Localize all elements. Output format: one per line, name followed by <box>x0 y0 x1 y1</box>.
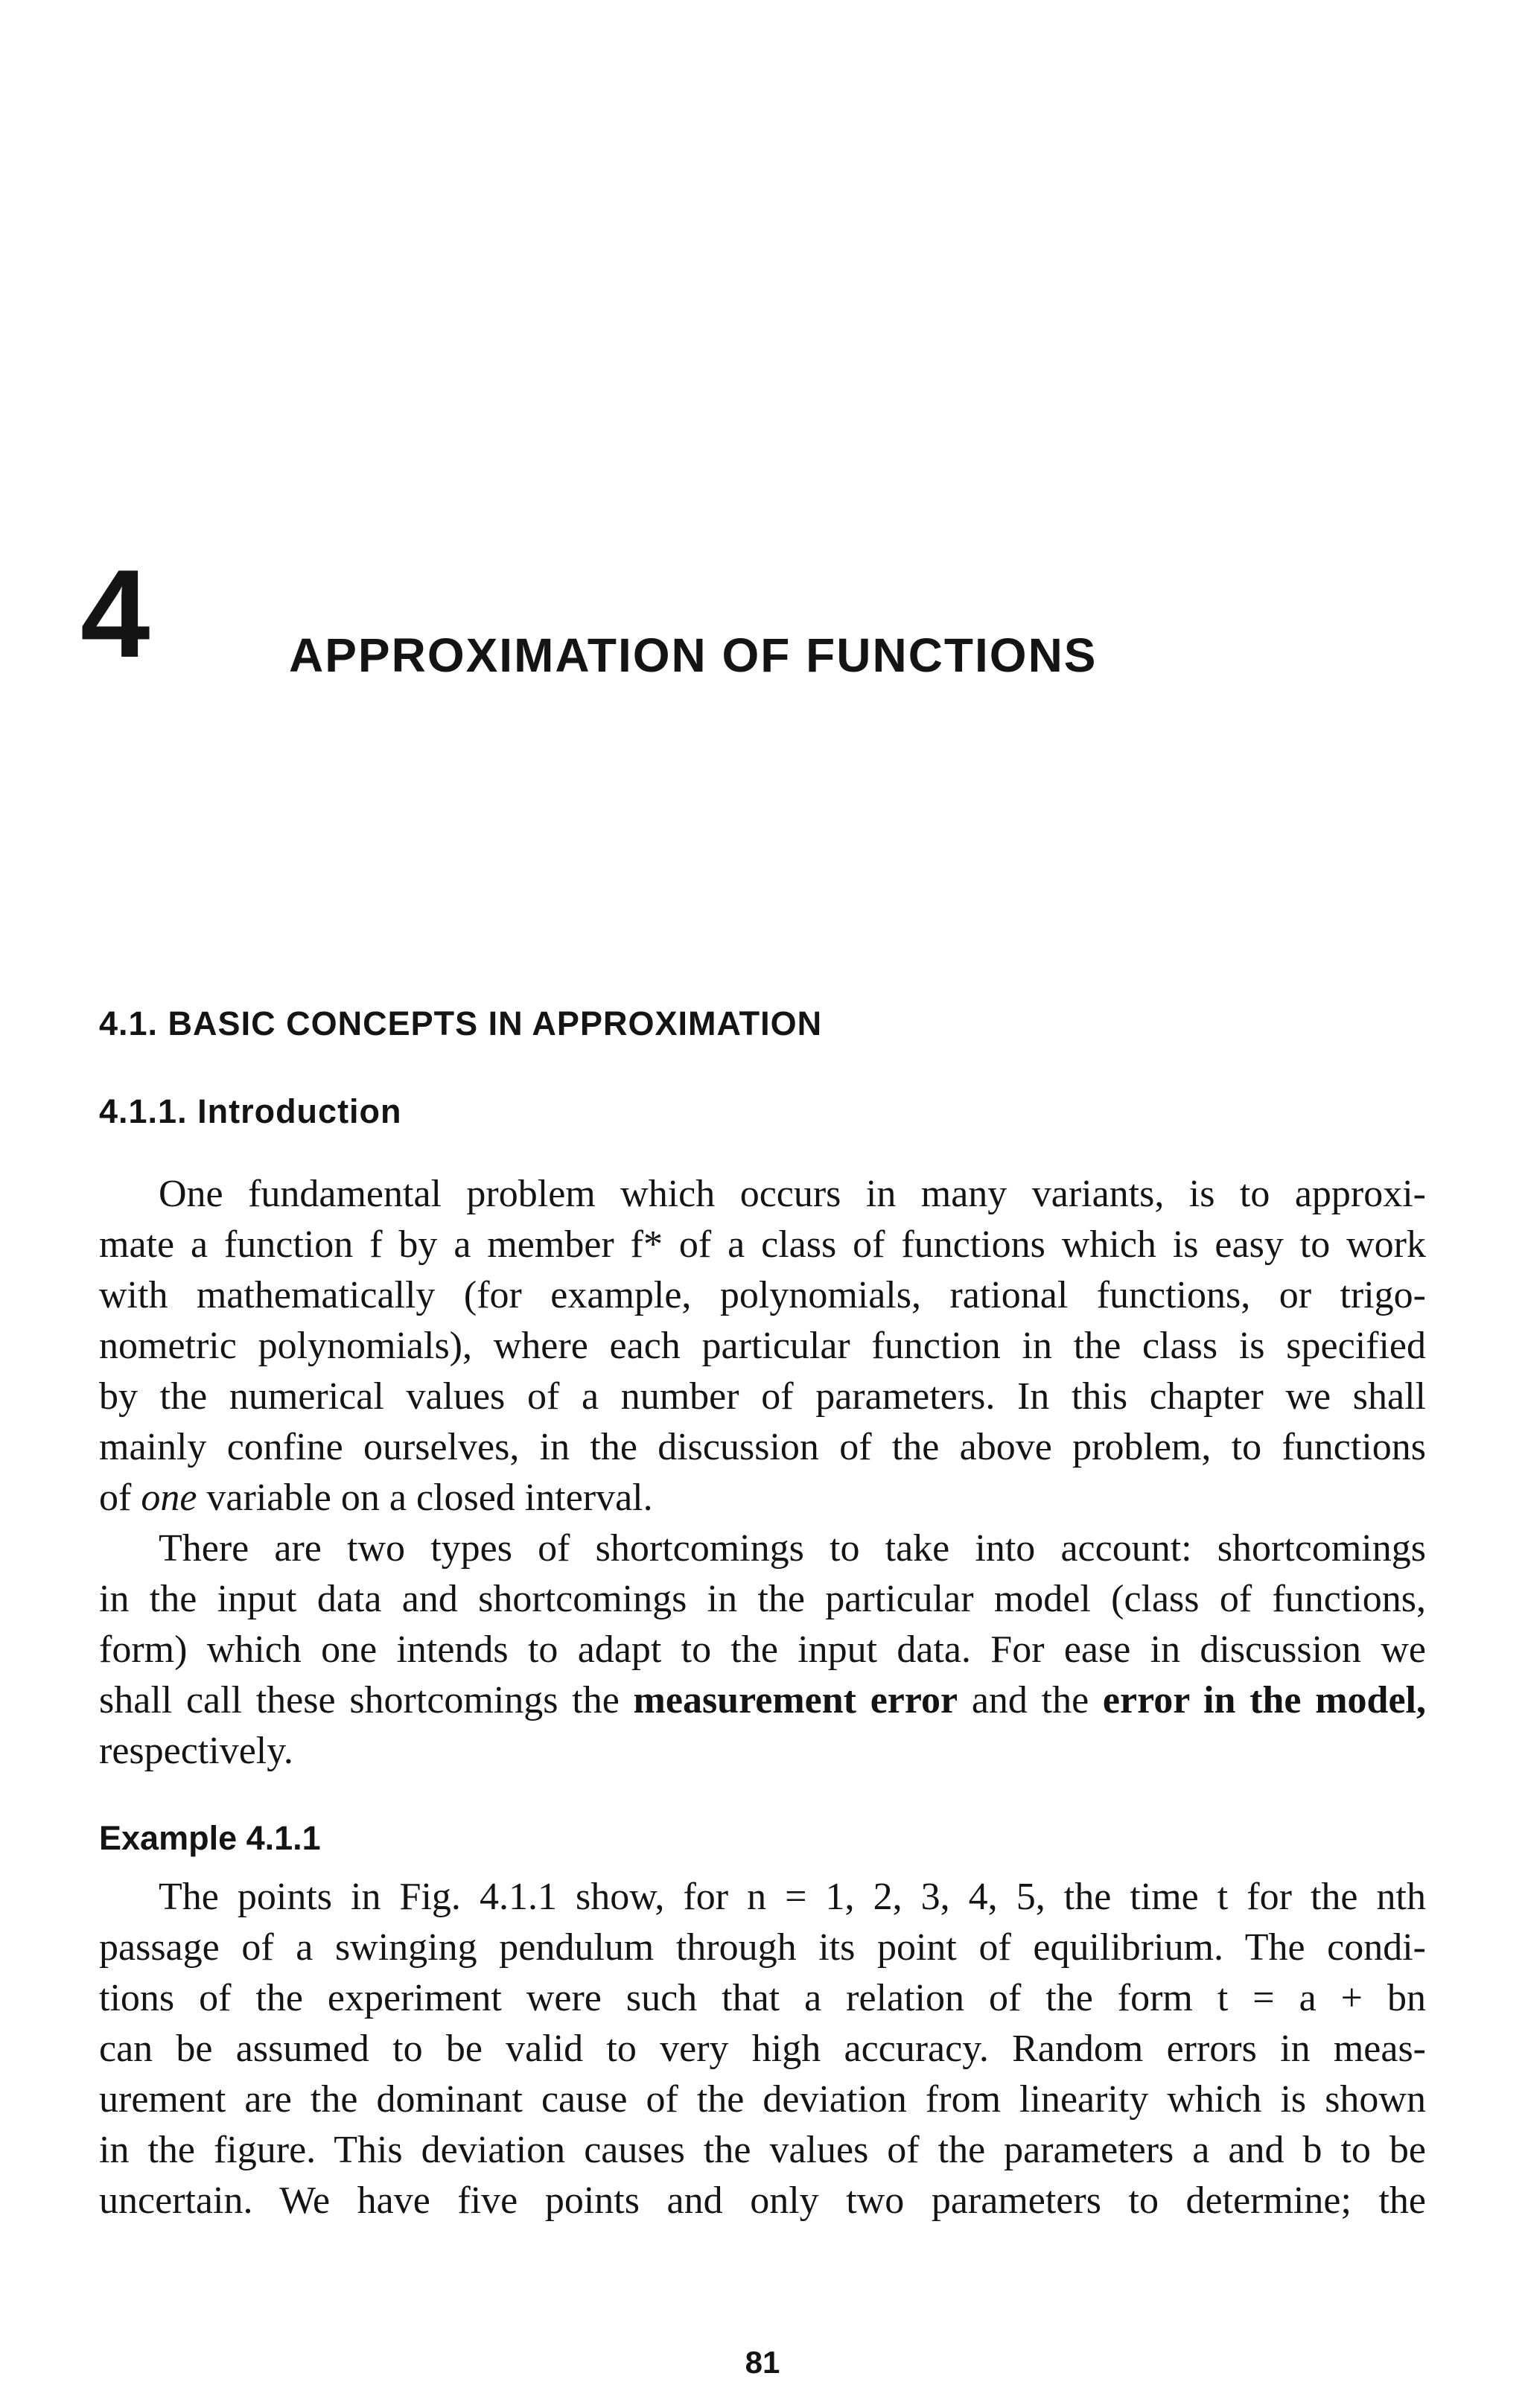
shortcomings-line: form) which one intends to adapt to the input data. For ease in discussion we <box>99 1628 1426 1671</box>
example-line: tions of the experiment were such that a relation of the form t = a + bn <box>99 1977 1426 2019</box>
example-line: can be assumed to be valid to very high accuracy. Random errors in meas- <box>99 2028 1426 2070</box>
page-number: 81 <box>745 2345 780 2380</box>
shortcomings-line: There are two types of shortcomings to take into account: shortcomings <box>159 1527 1426 1570</box>
shortcomings-line: respectively. <box>99 1730 293 1772</box>
intro-line: mate a function f by a member f* of a class of functions which is easy to work <box>99 1223 1426 1266</box>
example-line: urement are the dominant cause of the deviation from linearity which is shown <box>99 2078 1426 2121</box>
intro-line-last: of one variable on a closed interval. <box>99 1477 653 1519</box>
example-line: uncertain. We have five points and only two parameters to determine; the <box>99 2179 1426 2222</box>
shortcomings-line: in the input data and shortcomings in the particular model (class of functions, <box>99 1578 1426 1620</box>
chapter-number: 4 <box>80 544 147 684</box>
shortcomings-line-bold-terms: shall call these shortcomings the measurement error and the error in the model, <box>99 1679 1427 1721</box>
shortcomings-paragraph <box>99 1523 1426 1777</box>
intro-line: mainly confine ourselves, in the discussion of the above problem, to functions <box>99 1426 1426 1468</box>
example-line: in the figure. This deviation causes the values of the parameters a and b to be <box>99 2129 1426 2171</box>
chapter-title: APPROXIMATION OF FUNCTIONS <box>289 628 1098 682</box>
intro-line: with mathematically (for example, polynomials, rational functions, or trigo- <box>99 1274 1426 1316</box>
intro-line: One fundamental problem which occurs in many variants, is to approxi- <box>159 1173 1426 1215</box>
section-heading: 4.1. BASIC CONCEPTS IN APPROXIMATION <box>99 1004 823 1042</box>
example-heading: Example 4.1.1 <box>99 1819 321 1857</box>
example-paragraph <box>99 1872 1426 2226</box>
example-line: The points in Fig. 4.1.1 show, for n = 1, 2, 3, 4, 5, the time t for the nth <box>159 1876 1426 1918</box>
intro-paragraph <box>99 1169 1426 1523</box>
subsection-heading: 4.1.1. Introduction <box>99 1092 402 1130</box>
intro-line: nometric polynomials), where each particular function in the class is specified <box>99 1325 1426 1367</box>
example-line: passage of a swinging pendulum through its point of equilibrium. The condi- <box>99 1926 1426 1969</box>
intro-line: by the numerical values of a number of parameters. In this chapter we shall <box>99 1375 1426 1418</box>
